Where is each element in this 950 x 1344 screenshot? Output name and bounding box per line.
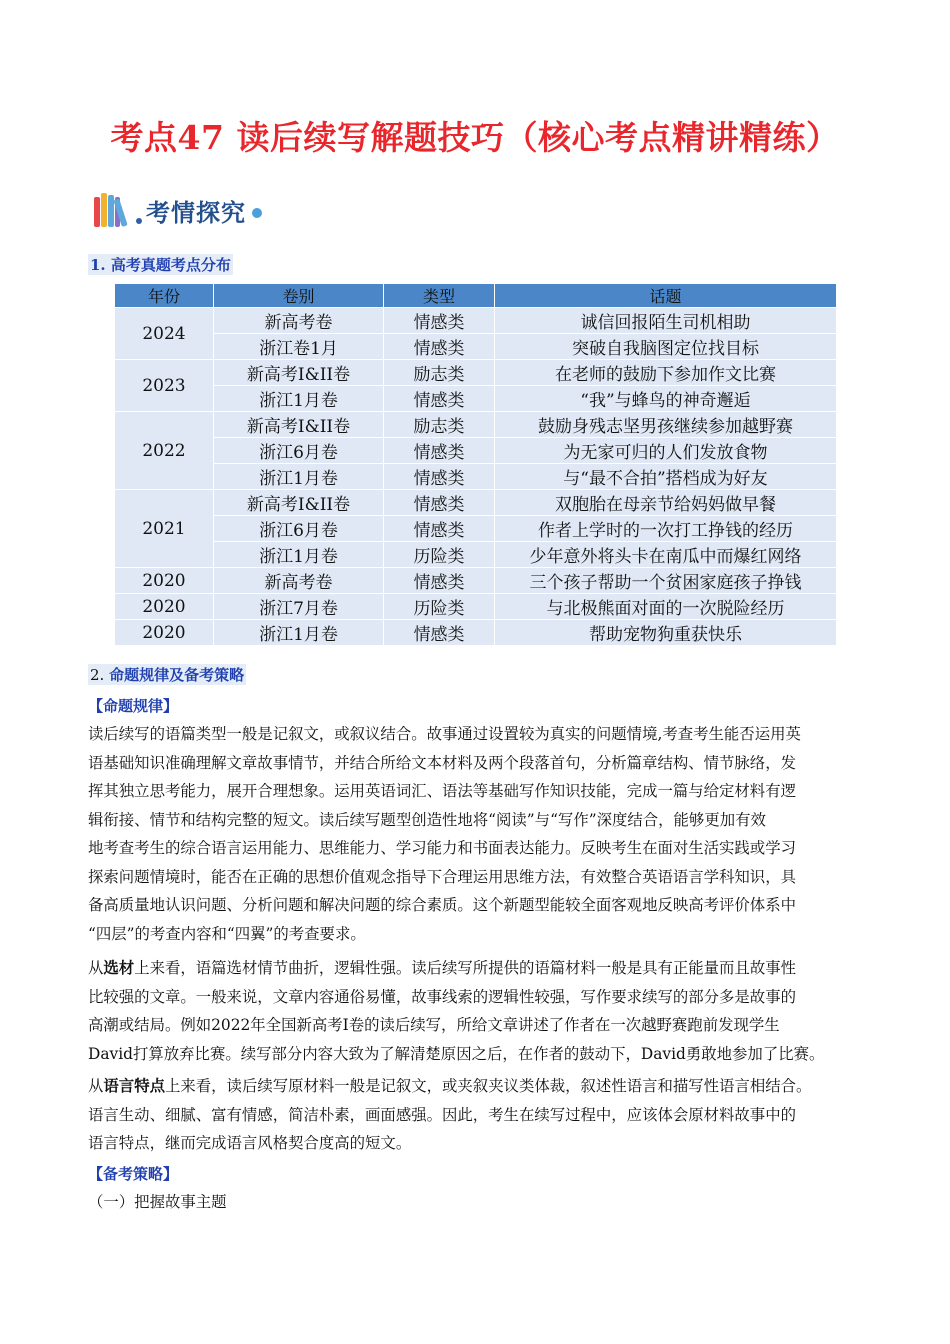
type-cell: 情感类 [384,620,495,646]
paper-cell: 浙江6月卷 [214,438,384,464]
table-row [115,386,837,412]
table-row [115,542,837,568]
type-cell: 情感类 [384,386,495,412]
text-line: 读后续写的语篇类型一般是记叙文，或叙议结合。故事通过设置较为真实的问题情境,考查考生能否运用英 [88,725,801,743]
year-cell: 2020 [115,568,214,594]
text-line [88,1072,878,1101]
section-title: 高考真题考点分布 [110,256,231,274]
type-cell: 情感类 [384,464,495,490]
topic-cell: 双胞胎在母亲节给妈妈做早餐 [495,490,837,516]
paper-cell: 新高考卷 [214,568,384,594]
text-line: 高潮或结局。例如2022年全国新高考I卷的读后续写，所给文章讲述了作者在一次越野赛跑前发现学生 [88,1016,780,1034]
keyword: 语言特点 [103,1077,165,1095]
year-cell: 2021 [115,490,214,568]
section-banner [92,187,262,233]
type-cell: 情感类 [384,334,495,360]
type-cell: 情感类 [384,490,495,516]
type-cell: 历险类 [384,542,495,568]
dot-icon [136,218,142,224]
type-cell: 情感类 [384,516,495,542]
text-line: 备高质量地认识问题、分析问题和解决问题的综合素质。这个新题型能较全面客观地反映高考评价体系中 [88,896,796,914]
topic-cell: 三个孩子帮助一个贫困家庭孩子挣钱 [495,568,837,594]
paper-cell: 新高考卷 [214,308,384,334]
section-heading-1 [88,254,233,275]
topic-cell: 在老师的鼓励下参加作文比赛 [495,360,837,386]
paper-cell: 浙江1月卷 [214,386,384,412]
table-row [115,464,837,490]
books-icon [92,191,134,229]
table-row [115,516,837,542]
table-row [115,490,837,516]
topic-cell: 为无家可归的人们发放食物 [495,438,837,464]
text-line: 探索问题情境时，能否在正确的思想价值观念指导下合理运用思维方法，有效整合英语语言学科知识，具 [88,867,796,886]
rules-paragraph-2 [88,954,878,1068]
table-row [115,438,837,464]
section-title: 命题规律及备考策略 [109,666,245,684]
text-line: David打算放弃比赛。续写部分内容大致为了解清楚原因之后，在作者的鼓动下，David勇敢地参加了比赛。 [88,1044,825,1063]
text-line: “四层”的考查内容和“四翼”的考查要求。 [88,924,366,943]
topic-cell: 诚信回报陌生司机相助 [495,308,837,334]
section-number: 1. [90,256,111,274]
type-cell: 励志类 [384,360,495,386]
table-row [115,568,837,594]
text-line: 语基础知识准确理解文章故事情节，并结合所给文本材料及两个段落首句，分析篇章结构、情节脉络，发 [88,753,796,772]
year-cell: 2022 [115,412,214,490]
column-header: 卷别 [214,284,384,308]
year-cell: 2020 [115,620,214,646]
column-header: 话题 [495,284,837,308]
text-line: 辑衔接、情节和结构完整的短文。读后续写题型创造性地将“阅读”与“写作”深度结合，能够更加有效 [88,810,766,829]
topic-cell: 与北极熊面对面的一次脱险经历 [495,594,837,620]
keyword: 选材 [103,959,135,977]
rules-label: 【命题规律】 [88,697,179,715]
topic-cell: 鼓励身残志坚男孩继续参加越野赛 [495,412,837,438]
text-line: 语言生动、细腻、富有情感，简洁朴素，画面感强。因此，考生在续写过程中，应该体会原材料故事中的 [88,1105,796,1124]
text-line: 比较强的文章。一般来说，文章内容通俗易懂，故事线索的逻辑性较强，写作要求续写的部分多是故事的 [88,987,796,1006]
text-line: 语言特点，继而完成语言风格契合度高的短文。 [88,1134,412,1152]
text-line [88,954,878,983]
topic-cell: 作者上学时的一次打工挣钱的经历 [495,516,837,542]
type-cell: 励志类 [384,412,495,438]
text-run: 从 [88,1077,104,1095]
year-cell: 2023 [115,360,214,412]
page-title: 考点47 读后续写解题技巧（核心考点精讲精练） [110,118,840,157]
text-line: 地考查考生的综合语言运用能力、思维能力、学习能力和书面表达能力。反映考生在面对生活实践或学习 [88,839,796,857]
dot-icon [252,208,262,218]
section-number: 2. [90,666,110,684]
topic-cell: 与“最不合拍”搭档成为好友 [495,464,837,490]
banner-label: 考情探究 [146,198,246,227]
column-header: 类型 [384,284,495,308]
paper-cell: 新高考I&II卷 [214,412,384,438]
paper-cell: 浙江6月卷 [214,516,384,542]
topic-cell: 帮助宠物狗重获快乐 [495,620,837,646]
type-cell: 情感类 [384,438,495,464]
table-row [115,334,837,360]
paper-cell: 浙江1月卷 [214,464,384,490]
paper-cell: 浙江卷1月 [214,334,384,360]
type-cell: 历险类 [384,594,495,620]
paper-cell: 浙江1月卷 [214,620,384,646]
rules-paragraph-3 [88,1072,878,1158]
text-run: 从 [88,959,104,977]
table-row [115,412,837,438]
year-cell: 2024 [115,308,214,360]
table-row [115,308,837,334]
topic-cell: 突破自我脑图定位找目标 [495,334,837,360]
text-line: 挥其独立思考能力，展开合理想象。运用英语词汇、语法等基础写作知识技能，完成一篇与给定材料有逻 [88,782,796,800]
rules-paragraph-1 [88,720,878,948]
table-header-row [115,284,837,308]
section-heading-2 [88,664,246,685]
strategy-subheading: （一）把握故事主题 [88,1193,227,1211]
year-cell: 2020 [115,594,214,620]
column-header: 年份 [115,284,214,308]
exam-distribution-table [114,283,837,646]
text-run: 上来看，语篇选材情节曲折，逻辑性强。读后续写所提供的语篇材料一般是具有正能量而且故事性 [134,959,797,977]
type-cell: 情感类 [384,308,495,334]
paper-cell: 新高考I&II卷 [214,360,384,386]
topic-cell: 少年意外将头卡在南瓜中而爆红网络 [495,542,837,568]
table-row [115,620,837,646]
paper-cell: 新高考I&II卷 [214,490,384,516]
table-row [115,594,837,620]
paper-cell: 浙江7月卷 [214,594,384,620]
paper-cell: 浙江1月卷 [214,542,384,568]
text-run: 上来看，读后续写原材料一般是记叙文，或夹叙夹议类体裁，叙述性语言和描写性语言相结合。 [164,1077,812,1095]
table-row [115,360,837,386]
strategy-label: 【备考策略】 [88,1165,179,1183]
type-cell: 情感类 [384,568,495,594]
topic-cell: “我”与蜂鸟的神奇邂逅 [495,386,837,412]
